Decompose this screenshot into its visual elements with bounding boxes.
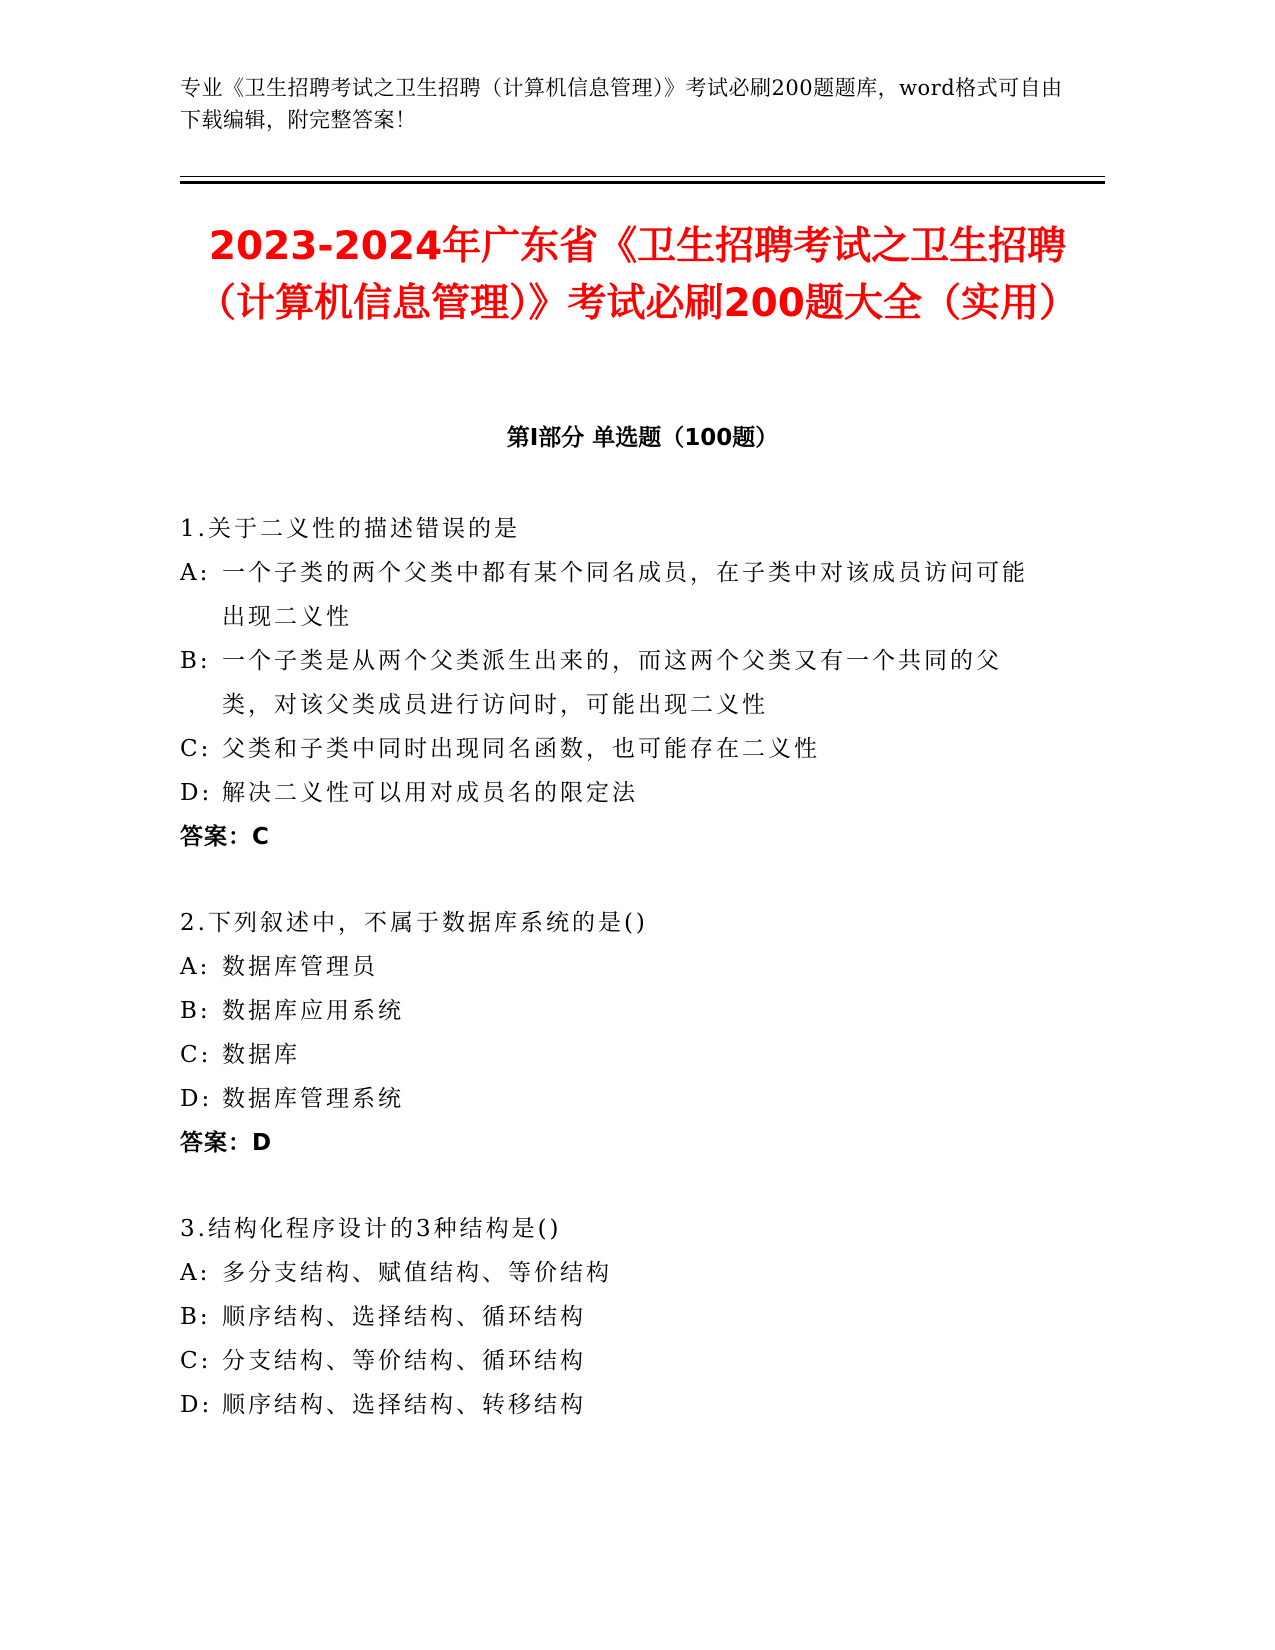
option-key: C: (180, 1042, 212, 1068)
option-text: 一个子类的两个父类中都有某个同名成员，在子类中对该成员访问可能出现二义性 (222, 560, 1028, 630)
option-key: D: (180, 1086, 213, 1112)
option-key: A: (180, 954, 211, 980)
option-key: D: (180, 780, 213, 806)
answer-label: 答案：D (180, 1130, 273, 1156)
question-stem: 3.结构化程序设计的3种结构是() (180, 1216, 562, 1242)
option-text: 顺序结构、选择结构、转移结构 (222, 1392, 586, 1418)
option-text: 多分支结构、赋值结构、等价结构 (222, 1260, 612, 1286)
option-a (180, 945, 1040, 989)
option-text: 数据库管理员 (222, 954, 378, 980)
header-rule-thin (180, 176, 1105, 177)
section-title: 第Ⅰ部分 单选题（100题） (506, 425, 779, 451)
option-b (180, 989, 1040, 1033)
option-text: 一个子类是从两个父类派生出来的，而这两个父类又有一个共同的父类，对该父类成员进行访问时，可能出现二义性 (222, 648, 1002, 718)
option-d (180, 771, 1040, 815)
option-key: B: (180, 998, 211, 1024)
option-a (180, 1251, 1040, 1295)
question-stem: 2.下列叙述中，不属于数据库系统的是() (180, 910, 648, 936)
option-key: B: (180, 648, 211, 674)
header-note: 专业《卫生招聘考试之卫生招聘（计算机信息管理）》考试必刷200题题库，word格式可自由下载编辑，附完整答案！ (180, 76, 1063, 132)
option-d (180, 1383, 1040, 1427)
question-3 (180, 1207, 1040, 1427)
option-key: C: (180, 736, 212, 762)
answer-label: 答案：C (180, 824, 270, 850)
option-d (180, 1077, 1040, 1121)
option-c (180, 1033, 1040, 1077)
option-text: 数据库应用系统 (222, 998, 404, 1024)
option-key: C: (180, 1348, 212, 1374)
option-b (180, 1295, 1040, 1339)
option-c (180, 1339, 1040, 1383)
document-title: 2023-2024年广东省《卫生招聘考试之卫生招聘（计算机信息管理）》考试必刷200题大全（实用） (197, 224, 1078, 326)
option-text: 顺序结构、选择结构、循环结构 (222, 1304, 586, 1330)
option-key: B: (180, 1304, 211, 1330)
option-text: 分支结构、等价结构、循环结构 (222, 1348, 586, 1374)
option-text: 数据库管理系统 (222, 1086, 404, 1112)
option-key: D: (180, 1392, 213, 1418)
question-stem: 1.关于二义性的描述错误的是 (180, 516, 520, 542)
question-1 (180, 507, 1040, 859)
header-rule-thick (180, 181, 1105, 184)
question-2 (180, 901, 1040, 1165)
option-text: 数据库 (222, 1042, 300, 1068)
option-text: 父类和子类中同时出现同名函数，也可能存在二义性 (222, 736, 820, 762)
option-key: A: (180, 560, 211, 586)
question-list (180, 507, 1040, 1469)
option-c (180, 727, 1040, 771)
option-key: A: (180, 1260, 211, 1286)
option-b (180, 639, 1040, 727)
option-text: 解决二义性可以用对成员名的限定法 (222, 780, 638, 806)
option-a (180, 551, 1040, 639)
